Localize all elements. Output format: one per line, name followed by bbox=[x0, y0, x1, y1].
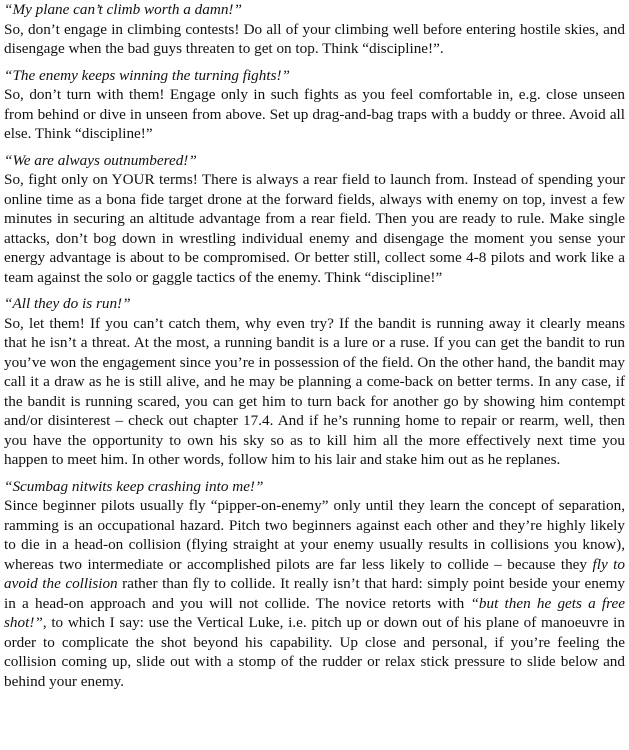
section-quote: “Scumbag nitwits keep crashing into me!” bbox=[4, 477, 264, 495]
section-body bbox=[4, 314, 625, 470]
body-text: Since beginner pilots usually fly “pipper-on-enemy” only until they learn the concept of separation, ramming is an occupational hazard. Pitch two beginners against each other and they’re highly likely to die in a head-on collision (flying straight at your enemy usually results in collisions you know), whereas two intermediate or accomplished pilots are far less likely to collide – because they bbox=[4, 497, 625, 573]
section-quote: “All they do is run!” bbox=[4, 295, 131, 312]
document-page bbox=[4, 0, 625, 691]
section-quote: “We are always outnumbered!” bbox=[4, 151, 197, 169]
section-turning bbox=[4, 66, 625, 144]
section-collision bbox=[4, 477, 625, 692]
section-body bbox=[4, 496, 625, 691]
body-text: So, don’t engage in climbing contests! Do all of your climbing well before entering hostile skies, and disengage when the bad guys threaten to get on top. Think “discipline!”. bbox=[4, 20, 625, 57]
body-text: So, don’t turn with them! Engage only in such fights as you feel comfortable in, e.g. close unseen from behind or dive in unseen from above. Set up drag-and-bag traps with a buddy or three. Avoid all else. Think “discipline!” bbox=[4, 86, 625, 142]
body-emphasis: “but then he gets a free shot!” bbox=[4, 594, 625, 631]
body-emphasis: fly to avoid the collision bbox=[4, 555, 625, 592]
section-run bbox=[4, 294, 625, 470]
body-text: , to which I say: use the Vertical Luke, i.e. pitch up or down out of his plane of manoeuvre in order to complicate the shot beyond his capability. Up close and personal, if you’re feeling the collision coming up, slide out with a stomp of the rudder or relax stick pressure to slide below and behind your enemy. bbox=[4, 614, 625, 690]
body-text: So, let them! If you can’t catch them, why even try? If the bandit is running away it clearly means that he isn’t a threat. At the most, a running bandit is a lure or a ruse. If you can get the bandit to run you’ve won the engagement since you’re in possession of the field. On the other hand, the bandit may call it a draw as he is still alive, and he may be planning a come-back on better terms. In any case, if the bandit is running scared, you can get him to turn back for another go by showing him contempt and/or disinterest – check out chapter 17.4. And if he’s running home to repair or rearm, well, then you have the opportunity to own his sky so as to kill him all the more effectively next time you happen to meet him. In other words, follow him to his lair and stake him out as he replanes. bbox=[4, 314, 625, 468]
section-outnumbered bbox=[4, 151, 625, 288]
section-body bbox=[4, 85, 625, 144]
body-text: So, fight only on YOUR terms! There is always a rear field to launch from. Instead of spending your online time as a bona fide target drone at the forward fields, always with enemy on top, invest a few minutes in securing an altitude advantage from a rear field. Then you are ready to rule. Make single attacks, don’t bog down in wrestling individual enemy and disengage the moment you sense your energy advantage is about to be compromised. Or better still, collect some 4-8 pilots and work like a team against the solo or gaggle tactics of the enemy. Think “discipline!” bbox=[4, 171, 625, 286]
section-quote: “My plane can’t climb worth a damn!” bbox=[4, 1, 242, 18]
section-body bbox=[4, 170, 625, 287]
body-text: rather than fly to collide. It really isn’t that hard: simply point beside your enemy in a head-on approach and you will not collide. The novice retorts with bbox=[4, 575, 625, 612]
section-climb bbox=[4, 0, 625, 59]
section-quote: “The enemy keeps winning the turning fights!” bbox=[4, 66, 291, 84]
section-body bbox=[4, 20, 625, 59]
